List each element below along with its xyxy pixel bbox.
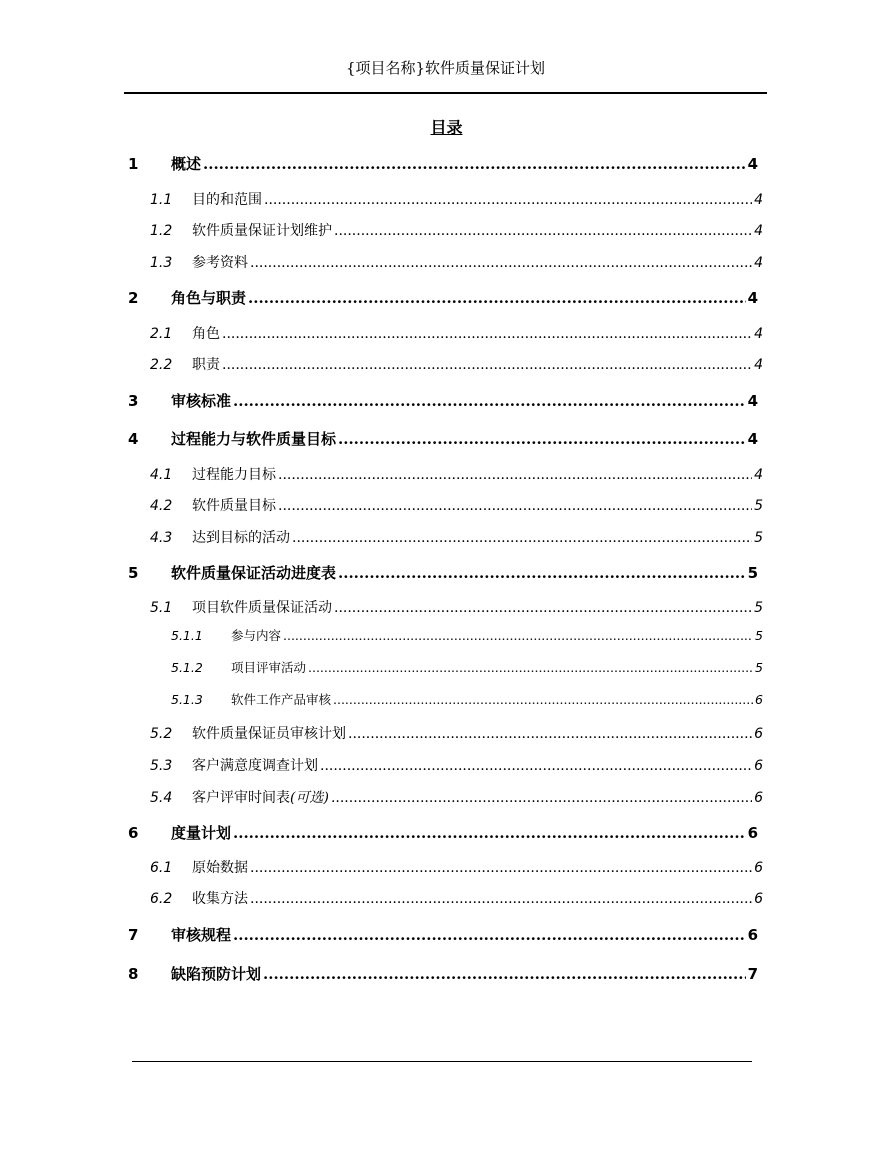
toc-entry-page: 4	[754, 223, 763, 239]
toc-dot-leader	[334, 600, 752, 616]
toc-entry[interactable]	[150, 755, 763, 775]
toc-entry-page: 5	[754, 600, 763, 616]
toc-entry-number: 2	[128, 289, 139, 307]
toc-entry[interactable]	[150, 597, 763, 617]
toc-entry-text: 项目软件质量保证活动	[192, 600, 332, 616]
toc-entry[interactable]	[150, 252, 763, 272]
toc-entry-page: 6	[755, 692, 763, 707]
toc-title	[0, 117, 893, 139]
toc-entry-page: 5	[747, 564, 758, 582]
toc-entry[interactable]	[171, 626, 763, 644]
toc-entry-text: 概述	[171, 155, 202, 173]
toc-entry[interactable]	[150, 354, 763, 374]
toc-entry-text: 参考资料	[192, 255, 248, 271]
toc-entry-page: 4	[747, 155, 758, 173]
toc-entry-number: 4	[128, 430, 139, 448]
toc-entry-page: 6	[754, 726, 763, 742]
toc-entry-number: 6	[128, 824, 139, 842]
toc-entry-number: 1	[128, 155, 139, 173]
toc-entry-text: 收集方法	[192, 891, 248, 907]
toc-entry-page: 4	[747, 289, 758, 307]
toc-entry-text: 软件质量保证活动进度表	[171, 564, 337, 582]
toc-entry-text: 度量计划	[171, 824, 232, 842]
toc-entry[interactable]	[171, 658, 763, 676]
toc-dot-leader	[308, 660, 753, 675]
toc-entry-page: 4	[754, 255, 763, 271]
toc-entry-text: 软件质量保证计划维护	[192, 223, 332, 239]
toc-dot-leader	[233, 824, 746, 842]
toc-entry-number: 5.3	[150, 758, 173, 774]
toc-dot-leader	[292, 530, 752, 546]
toc-entry-page: 4	[754, 467, 763, 483]
toc-entry-page: 5	[755, 628, 763, 643]
toc-dot-leader	[222, 326, 752, 342]
toc-entry-text: 软件质量目标	[192, 498, 276, 514]
toc-entry[interactable]	[128, 428, 758, 449]
toc-dot-leader	[338, 564, 746, 582]
toc-dot-leader	[331, 790, 752, 806]
toc-entry-number: 5	[128, 564, 139, 582]
toc-dot-leader	[333, 692, 753, 707]
toc-dot-leader	[250, 255, 752, 271]
toc-entry-text: 原始数据	[192, 860, 248, 876]
toc-entry-number: 2.1	[150, 326, 173, 342]
toc-dot-leader	[278, 498, 752, 514]
toc-entry-page: 7	[747, 965, 758, 983]
footer-rule	[132, 1061, 752, 1062]
toc-dot-leader	[283, 628, 753, 643]
toc-entry-number: 1.2	[150, 223, 173, 239]
toc-entry-page: 4	[754, 192, 763, 208]
header-rule	[124, 92, 767, 94]
toc-dot-leader	[334, 223, 752, 239]
toc-entry[interactable]	[150, 464, 763, 484]
toc-entry-page: 4	[754, 357, 763, 373]
toc-entry[interactable]	[150, 888, 763, 908]
toc-entry-number: 1.1	[150, 192, 173, 208]
toc-entry-number: 4.2	[150, 498, 173, 514]
toc-entry-page: 5	[754, 498, 763, 514]
toc-entry-text: 达到目标的活动	[192, 530, 290, 546]
toc-entry-number: 1.3	[150, 255, 173, 271]
toc-dot-leader	[320, 758, 752, 774]
toc-entry-number: 4.3	[150, 530, 173, 546]
toc-entry-text: 职责	[192, 357, 220, 373]
toc-entry[interactable]	[150, 723, 763, 743]
toc-entry-page: 6	[754, 790, 763, 806]
toc-entry-page: 4	[747, 430, 758, 448]
toc-entry[interactable]	[150, 189, 763, 209]
toc-entry-number: 4.1	[150, 467, 173, 483]
toc-entry-page: 6	[747, 926, 758, 944]
toc-entry[interactable]	[128, 822, 758, 843]
toc-entry[interactable]	[171, 690, 763, 708]
toc-dot-leader	[263, 965, 746, 983]
toc-entry[interactable]	[128, 924, 758, 945]
toc-entry-text: 角色	[192, 326, 220, 342]
toc-entry-number: 5.1.1	[171, 628, 203, 643]
toc-entry-number: 8	[128, 965, 139, 983]
toc-dot-leader	[233, 392, 746, 410]
toc-entry[interactable]	[128, 287, 758, 308]
toc-dot-leader	[203, 155, 746, 173]
toc-entry-text: 目的和范围	[192, 192, 262, 208]
toc-entry-number: 6.1	[150, 860, 173, 876]
toc-entry[interactable]	[128, 963, 758, 984]
toc-dot-leader	[264, 192, 752, 208]
toc-entry-text: 客户评审时间表	[192, 790, 290, 806]
toc-entry-page: 6	[754, 891, 763, 907]
toc-entry-text: 审核规程	[171, 926, 232, 944]
toc-entry-suffix: (可选)	[290, 790, 329, 806]
toc-entry-number: 3	[128, 392, 139, 410]
toc-entry-text: 过程能力与软件质量目标	[171, 430, 337, 448]
toc-entry[interactable]	[128, 562, 758, 583]
toc-entry-text: 角色与职责	[171, 289, 247, 307]
toc-entry-text: 审核标准	[171, 392, 232, 410]
toc-entry-number: 2.2	[150, 357, 173, 373]
toc-entry-number: 5.4	[150, 790, 173, 806]
toc-entry-text: 过程能力目标	[192, 467, 276, 483]
toc-dot-leader	[338, 430, 746, 448]
toc-dot-leader	[222, 357, 752, 373]
toc-entry-page: 4	[754, 326, 763, 342]
toc-entry[interactable]	[150, 857, 763, 877]
toc-entry-page: 5	[754, 530, 763, 546]
toc-entry-number: 5.2	[150, 726, 173, 742]
toc-dot-leader	[250, 891, 752, 907]
toc-entry-page: 6	[754, 758, 763, 774]
toc-entry-text: 缺陷预防计划	[171, 965, 262, 983]
toc-entry-page: 6	[747, 824, 758, 842]
toc-dot-leader	[348, 726, 752, 742]
toc-dot-leader	[248, 289, 746, 307]
toc-entry[interactable]	[150, 323, 763, 343]
toc-entry-text: 软件质量保证员审核计划	[192, 726, 346, 742]
toc-dot-leader	[278, 467, 752, 483]
toc-entry-number: 6.2	[150, 891, 173, 907]
toc-title-text: 目录	[430, 118, 463, 137]
toc-entry[interactable]	[150, 527, 763, 547]
toc-entry[interactable]	[150, 495, 763, 515]
toc-entry-number: 7	[128, 926, 139, 944]
toc-entry[interactable]	[150, 787, 763, 807]
toc-dot-leader	[250, 860, 752, 876]
toc-entry-number: 5.1	[150, 600, 173, 616]
toc-entry[interactable]	[150, 220, 763, 240]
toc-entry-text: 项目评审活动	[231, 660, 307, 675]
toc-entry-text: 软件工作产品审核	[231, 692, 332, 707]
toc-entry-number: 5.1.2	[171, 660, 203, 675]
toc-entry[interactable]	[128, 153, 758, 174]
toc-entry-page: 6	[754, 860, 763, 876]
page-header-title: {项目名称}软件质量保证计划	[345, 59, 546, 77]
toc-entry-text: 参与内容	[231, 628, 282, 643]
toc-entry-page: 5	[755, 660, 763, 675]
toc-dot-leader	[233, 926, 746, 944]
toc-entry[interactable]	[128, 390, 758, 411]
toc-entry-text: 客户满意度调查计划	[192, 758, 318, 774]
toc-entry-page: 4	[747, 392, 758, 410]
toc-entry-number: 5.1.3	[171, 692, 203, 707]
